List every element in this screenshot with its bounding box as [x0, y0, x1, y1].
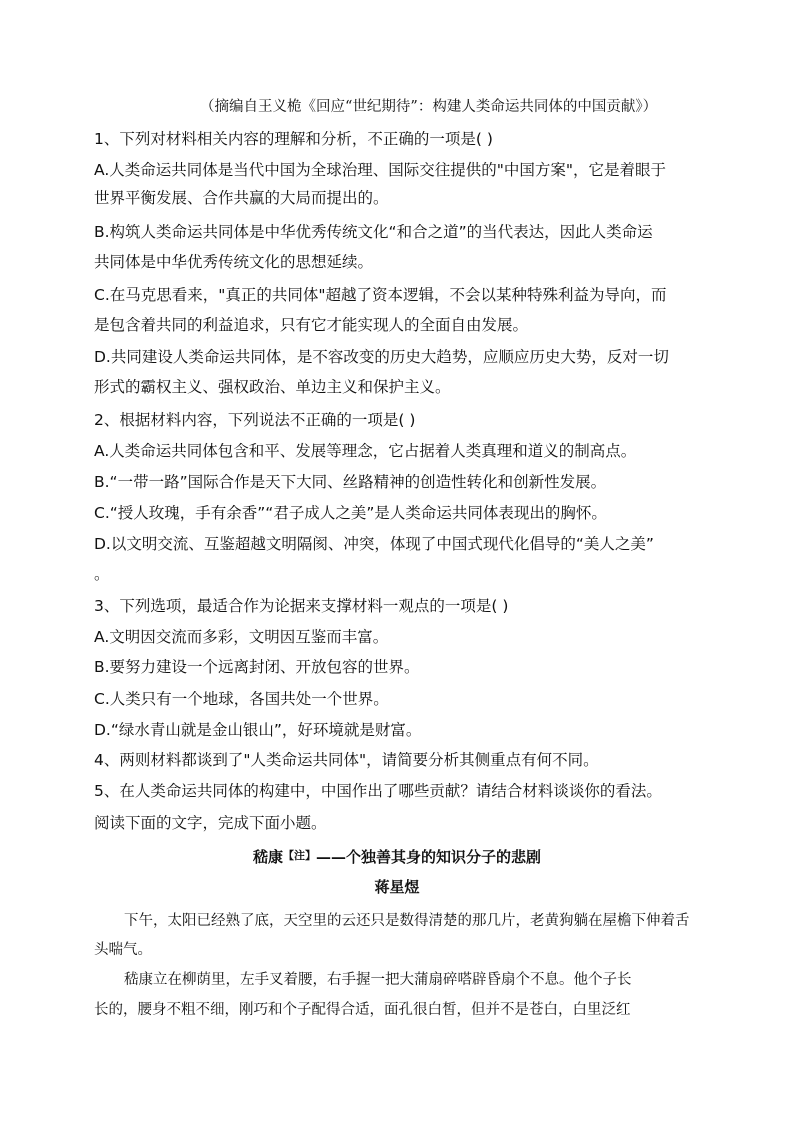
q2-option-d-line1: D.以文明交流、互鉴超越文明隔阂、冲突，体现了中国式现代化倡导的“美人之美” — [94, 535, 654, 553]
question-3-stem: 3、下列选项，最适合作为论据来支撑材料一观点的一项是( ) — [94, 597, 509, 615]
q2-option-c: C.“授人玫瑰，手有余香”“君子成人之美”是人类命运共同体表现出的胸怀。 — [94, 504, 607, 522]
q1-option-c-line2: 是包含着共同的利益追求，只有它才能实现人的全面自由发展。 — [94, 316, 529, 334]
q1-option-b-line1: B.构筑人类命运共同体是中华优秀传统文化“和合之道”的当代表达，因此人类命运 — [94, 223, 653, 241]
article-paragraph-1: 下午，太阳已经熟了底，天空里的云还只是数得清楚的那几片，老黄狗躺在屋檐下伸着舌头喘气。 — [94, 913, 690, 958]
q2-option-d-line2: 。 — [94, 565, 110, 583]
q2-option-b: B.“一带一路”国际合作是天下大同、丝路精神的创造性转化和创新性发展。 — [94, 473, 607, 491]
q1-option-c-line1: C.在马克思看来，"真正的共同体"超越了资本逻辑，不会以某种特殊利益为导向，而 — [94, 286, 667, 304]
q3-option-c: C.人类只有一个地球，各国共处一个世界。 — [94, 690, 389, 708]
article-paragraph-2-line1: 嵇康立在柳荫里，左手叉着腰，右手握一把大蒲扇碎嗒辟昏扇个不息。他个子长 — [124, 972, 632, 988]
article-paragraph-2-line2: 长的，腰身不粗不细，刚巧和个子配得合适，面孔很白皙，但并不是苍白，白里泛红 — [94, 1002, 631, 1018]
question-2-stem: 2、根据材料内容，下列说法不正确的一项是( ) — [94, 411, 416, 429]
q3-option-d: D.“绿水青山就是金山银山”，好环境就是财富。 — [94, 721, 422, 739]
article-title-main: 嵇康 — [252, 848, 283, 866]
article-title-note: 【注】 — [283, 849, 316, 862]
question-5: 5、在人类命运共同体的构建中，中国作出了哪些贡献？请结合材料谈谈你的看法。 — [94, 782, 662, 800]
q3-option-a: A.文明因交流而多彩，文明因互鉴而丰富。 — [94, 628, 389, 646]
question-4: 4、两则材料都谈到了"人类命运共同体"，请简要分析其侧重点有何不同。 — [94, 751, 599, 769]
q1-option-d-line1: D.共同建设人类命运共同体，是不容改变的历史大趋势，应顺应历史大势，反对一切 — [94, 348, 669, 366]
q1-option-d-line2: 形式的霸权主义、强权政治、单边主义和保护主义。 — [94, 378, 451, 396]
q1-option-a-line1: A.人类命运共同体是当代中国为全球治理、国际交往提供的"中国方案"，它是着眼于 — [94, 161, 667, 179]
q1-option-a-line2: 世界平衡发展、合作共赢的大局而提出的。 — [94, 189, 389, 207]
article-title-rest: ——个独善其身的知识分子的悲剧 — [316, 848, 542, 866]
reading-instruction: 阅读下面的文字，完成下面小题。 — [94, 814, 327, 832]
article-author: 蒋星煜 — [374, 878, 420, 896]
article-title — [0, 845, 794, 868]
q2-option-a: A.人类命运共同体包含和平、发展等理念，它占据着人类真理和道义的制高点。 — [94, 442, 637, 460]
q1-option-b-line2: 共同体是中华优秀传统文化的思想延续。 — [94, 253, 374, 271]
question-1-stem: 1、下列对材料相关内容的理解和分析，不正确的一项是( ) — [94, 130, 493, 148]
q3-option-b: B.要努力建设一个远离封闭、开放包容的世界。 — [94, 658, 420, 676]
source-citation: （摘编自王义桅《回应“世纪期待”：构建人类命运共同体的中国贡献》） — [200, 99, 658, 115]
